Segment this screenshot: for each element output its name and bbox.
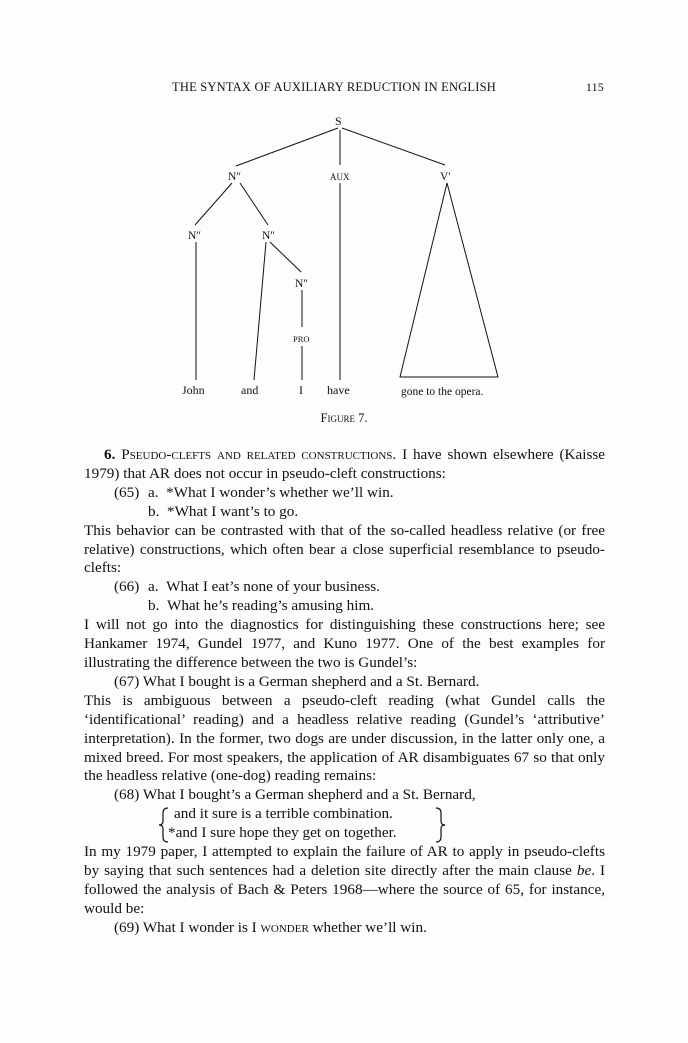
running-title: THE SYNTAX OF AUXILIARY REDUCTION IN ENGLISH [172,80,496,94]
node-aux: AUX [330,172,350,182]
example-66b [84,597,605,616]
example-text-end: whether we’ll win. [312,918,427,936]
paragraph-diagnostics: I will not go into the diagnostics for distinguishing these constructions here; see Hankamer 1974, Gundel 1977, and Kuno 1977. One of the best examples for illustrating the difference between the two is Gundel’s: [84,616,605,671]
branch-n2-left [195,183,232,225]
leaf-john: John [182,383,205,397]
example-68 [84,786,605,805]
vp-triangle [400,183,498,377]
example-65a [84,484,605,503]
italic-be: be [576,862,592,880]
section-number: 6. [104,446,116,463]
option-1: and it sure is a terrible combination. [174,805,393,823]
caption-word: Figure [320,411,355,425]
body-text [84,446,605,938]
example-69 [84,919,605,938]
example-label: b. [148,502,160,520]
leaf-and: and [241,383,259,397]
tree-branches [195,128,498,380]
node-s: S [335,114,342,128]
paragraph-1979 [84,843,605,919]
node-n2-left: N″ [188,230,202,242]
section-heading: Pseudo-clefts and related constructions. [121,446,397,463]
section-intro-text: I have shown elsewhere (Kaisse 1979) that AR does not occur in pseudo-cleft constructions: [84,446,606,482]
option-2: *and I sure hope they get on together. [168,824,397,842]
branch-n2-mid [240,183,268,225]
node-n2-low: N″ [295,278,309,290]
page-number: 115 [585,80,604,94]
paragraph-1979-part2: . I followed the analysis of Bach & Peters 1968—where the source of 65, for instance, would be: [84,862,606,917]
example-text: *What I want’s to go. [166,502,299,520]
example-65b [84,503,605,522]
branch-mid-and [254,242,266,380]
example-number: (69) [114,918,140,936]
caption-number: 7. [358,411,368,425]
leaf-have: have [327,383,350,397]
example-number: (68) [114,786,140,804]
syntax-tree-figure [0,0,688,430]
node-n2-top: N″ [228,171,242,183]
section-6-intro [84,446,605,484]
example-number: (67) [114,672,140,690]
example-66a [84,578,605,597]
figure-caption [0,411,688,426]
example-label: b. [148,597,160,615]
leaf-vp: gone to the opera. [401,386,484,398]
node-pro: PRO [293,334,310,344]
example-text: What he’s reading’s amusing him. [166,597,375,615]
node-v-bar: V′ [440,171,451,183]
node-n2-mid: N″ [262,230,276,242]
leaf-i: I [299,383,303,397]
example-text: What I eat’s none of your business. [166,578,380,596]
right-brace-icon [434,807,446,843]
example-68-options [158,805,605,843]
paragraph-ambiguous: This is ambiguous between a pseudo-cleft reading (what Gundel calls the ‘identificational’ reading) and a headless relative reading (Gundel’s ‘attributive’ interpretation). In the former, two dogs are under discussion, in the latter only one, a mixed breed. For most speakers, the application of AR disambiguates 67 so that only the headless relative (one-dog) reading remains: [84,691,605,785]
example-label: a. [148,578,159,596]
paragraph-contrast: This behavior can be contrasted with that of the so-called headless relative (or free relative) constructions, which often bear a close superficial resemblance to pseudo-clefts: [84,521,605,577]
example-67 [84,673,605,692]
example-text: *What I wonder’s whether we’ll win. [166,483,394,501]
branch-s-n2 [236,128,338,166]
example-number: (66) [114,578,140,596]
branch-mid-low [270,242,301,272]
example-text: What I wonder is I [142,918,257,936]
example-number: (65) [114,483,140,501]
branch-s-vbar [342,128,445,165]
example-text: What I bought is a German shepherd and a St. Bernard. [142,672,480,690]
example-text: What I bought’s a German shepherd and a St. Bernard, [142,786,476,804]
paragraph-1979-part1: In my 1979 paper, I attempted to explain the failure of AR to apply in pseudo-clefts by saying that such sentences had a deletion site directly after the main clause [84,843,605,880]
example-label: a. [148,483,159,501]
example-smallcaps: wonder [260,918,309,936]
